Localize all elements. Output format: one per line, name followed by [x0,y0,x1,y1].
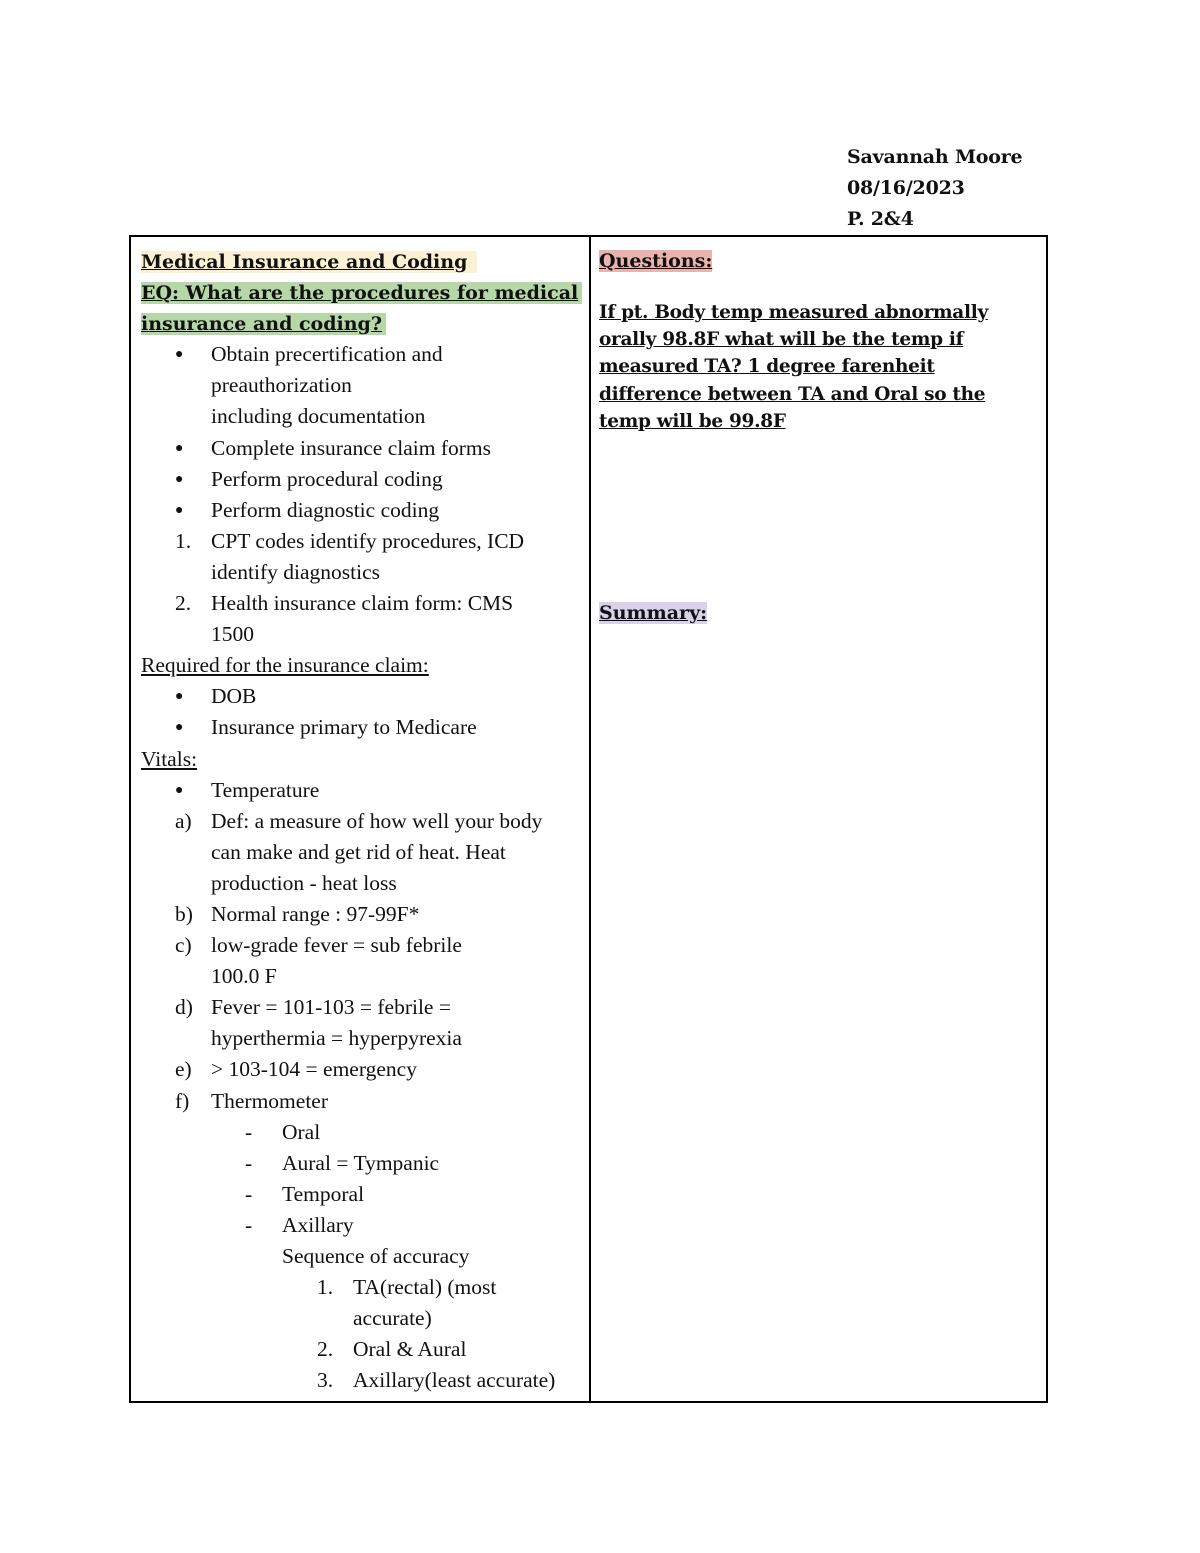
list-item: ● Temperature [141,775,581,806]
sequence-heading: Sequence of accuracy [282,1244,470,1268]
list-item: 1. TA(rectal) (most [317,1275,497,1300]
list-item: ● Obtain precertification and [141,339,581,370]
list-item: ● Perform procedural coding [141,464,581,495]
list-item: ● DOB [141,681,581,712]
notes-column: Medical Insurance and Coding EQ: What are the procedures for medical insurance and coding? ● Obtain precertification and preauthorization including documentation ● Complete insurance claim forms ● Perform procedural coding ● Perform diagnostic coding 1. CPT codes identify procedures, ICD identify diagnostics 2. Health insurance claim form: CMS 1500 Required for the insurance claim: ● DOB ● Insurance primary to Medicare Vitals: ● Temperature a) Def: a measure of how well your body can make and get rid of heat. Heat production - heat loss b) Normal range : 97-99F* c) low-grade fever = sub febrile 100.0 F d) Fever = 101-103 = febrile = hyperthermia = hyperpyrexia e) > 103-104 = emergency f) Thermometer - Oral - Aural = Tympanic - Temporal - Axillary Sequence of accuracy 1. TA(rectal) (most accurate) 2. Oral & Aural 3. Axillary(least accurate) [141,246,581,1396]
list-item: - Aural = Tympanic [141,1148,581,1179]
essential-question-line-2: insurance and coding? [141,313,386,335]
list-item: - Axillary [141,1210,581,1241]
bullet-icon: ● [175,689,184,705]
dash-icon: - [245,1212,253,1237]
list-item: ● Perform diagnostic coding [141,495,581,526]
questions-column [599,246,1029,624]
list-item: d) Fever = 101-103 = febrile = [175,995,451,1020]
notes-title: Medical Insurance and Coding [141,251,477,273]
list-item: - Oral [141,1117,581,1148]
bullet-icon: ● [175,471,184,487]
list-item: 2. Oral & Aural [317,1337,467,1362]
bullet-icon: ● [175,720,184,736]
vitals-heading: Vitals: [141,746,198,771]
bullet-icon: ● [175,440,184,456]
list-item: ● Complete insurance claim forms [141,433,581,464]
list-item: c) low-grade fever = sub febrile [175,933,462,958]
list-item: 2. Health insurance claim form: CMS [175,591,514,616]
dash-icon: - [245,1119,253,1144]
list-item: f) Thermometer [175,1088,329,1113]
class-period: P. 2&4 [847,208,914,230]
required-heading: Required for the insurance claim: [141,653,429,678]
list-item: b) Normal range : 97-99F* [175,901,420,926]
column-divider [589,237,591,1401]
dash-icon: - [245,1181,253,1206]
bullet-icon: ● [175,347,184,363]
list-item: 3. Axillary(least accurate) [317,1368,556,1393]
student-header [847,142,1022,235]
question-answer: If pt. Body temp measured abnormally orally 98.8F what will be the temp if measured TA? 1 degree farenheit difference between TA and Oral so the temp will be 99.8F [599,302,988,432]
list-item: 1. CPT codes identify procedures, ICD [175,528,525,553]
student-name: Savannah Moore [847,146,1023,168]
summary-heading: Summary: [599,602,708,624]
note-date: 08/16/2023 [847,177,965,199]
bullet-icon: ● [175,502,184,518]
list-item: ● Insurance primary to Medicare [141,712,581,743]
dash-icon: - [245,1150,253,1175]
cornell-notes-table [129,235,1048,1403]
questions-heading: Questions: [599,250,713,272]
bullet-icon: ● [175,782,184,798]
list-item: - Temporal [141,1179,581,1210]
list-item: a) Def: a measure of how well your body [175,808,543,833]
list-item: e) > 103-104 = emergency [175,1057,417,1082]
essential-question-line-1: EQ: What are the procedures for medical [141,282,582,304]
